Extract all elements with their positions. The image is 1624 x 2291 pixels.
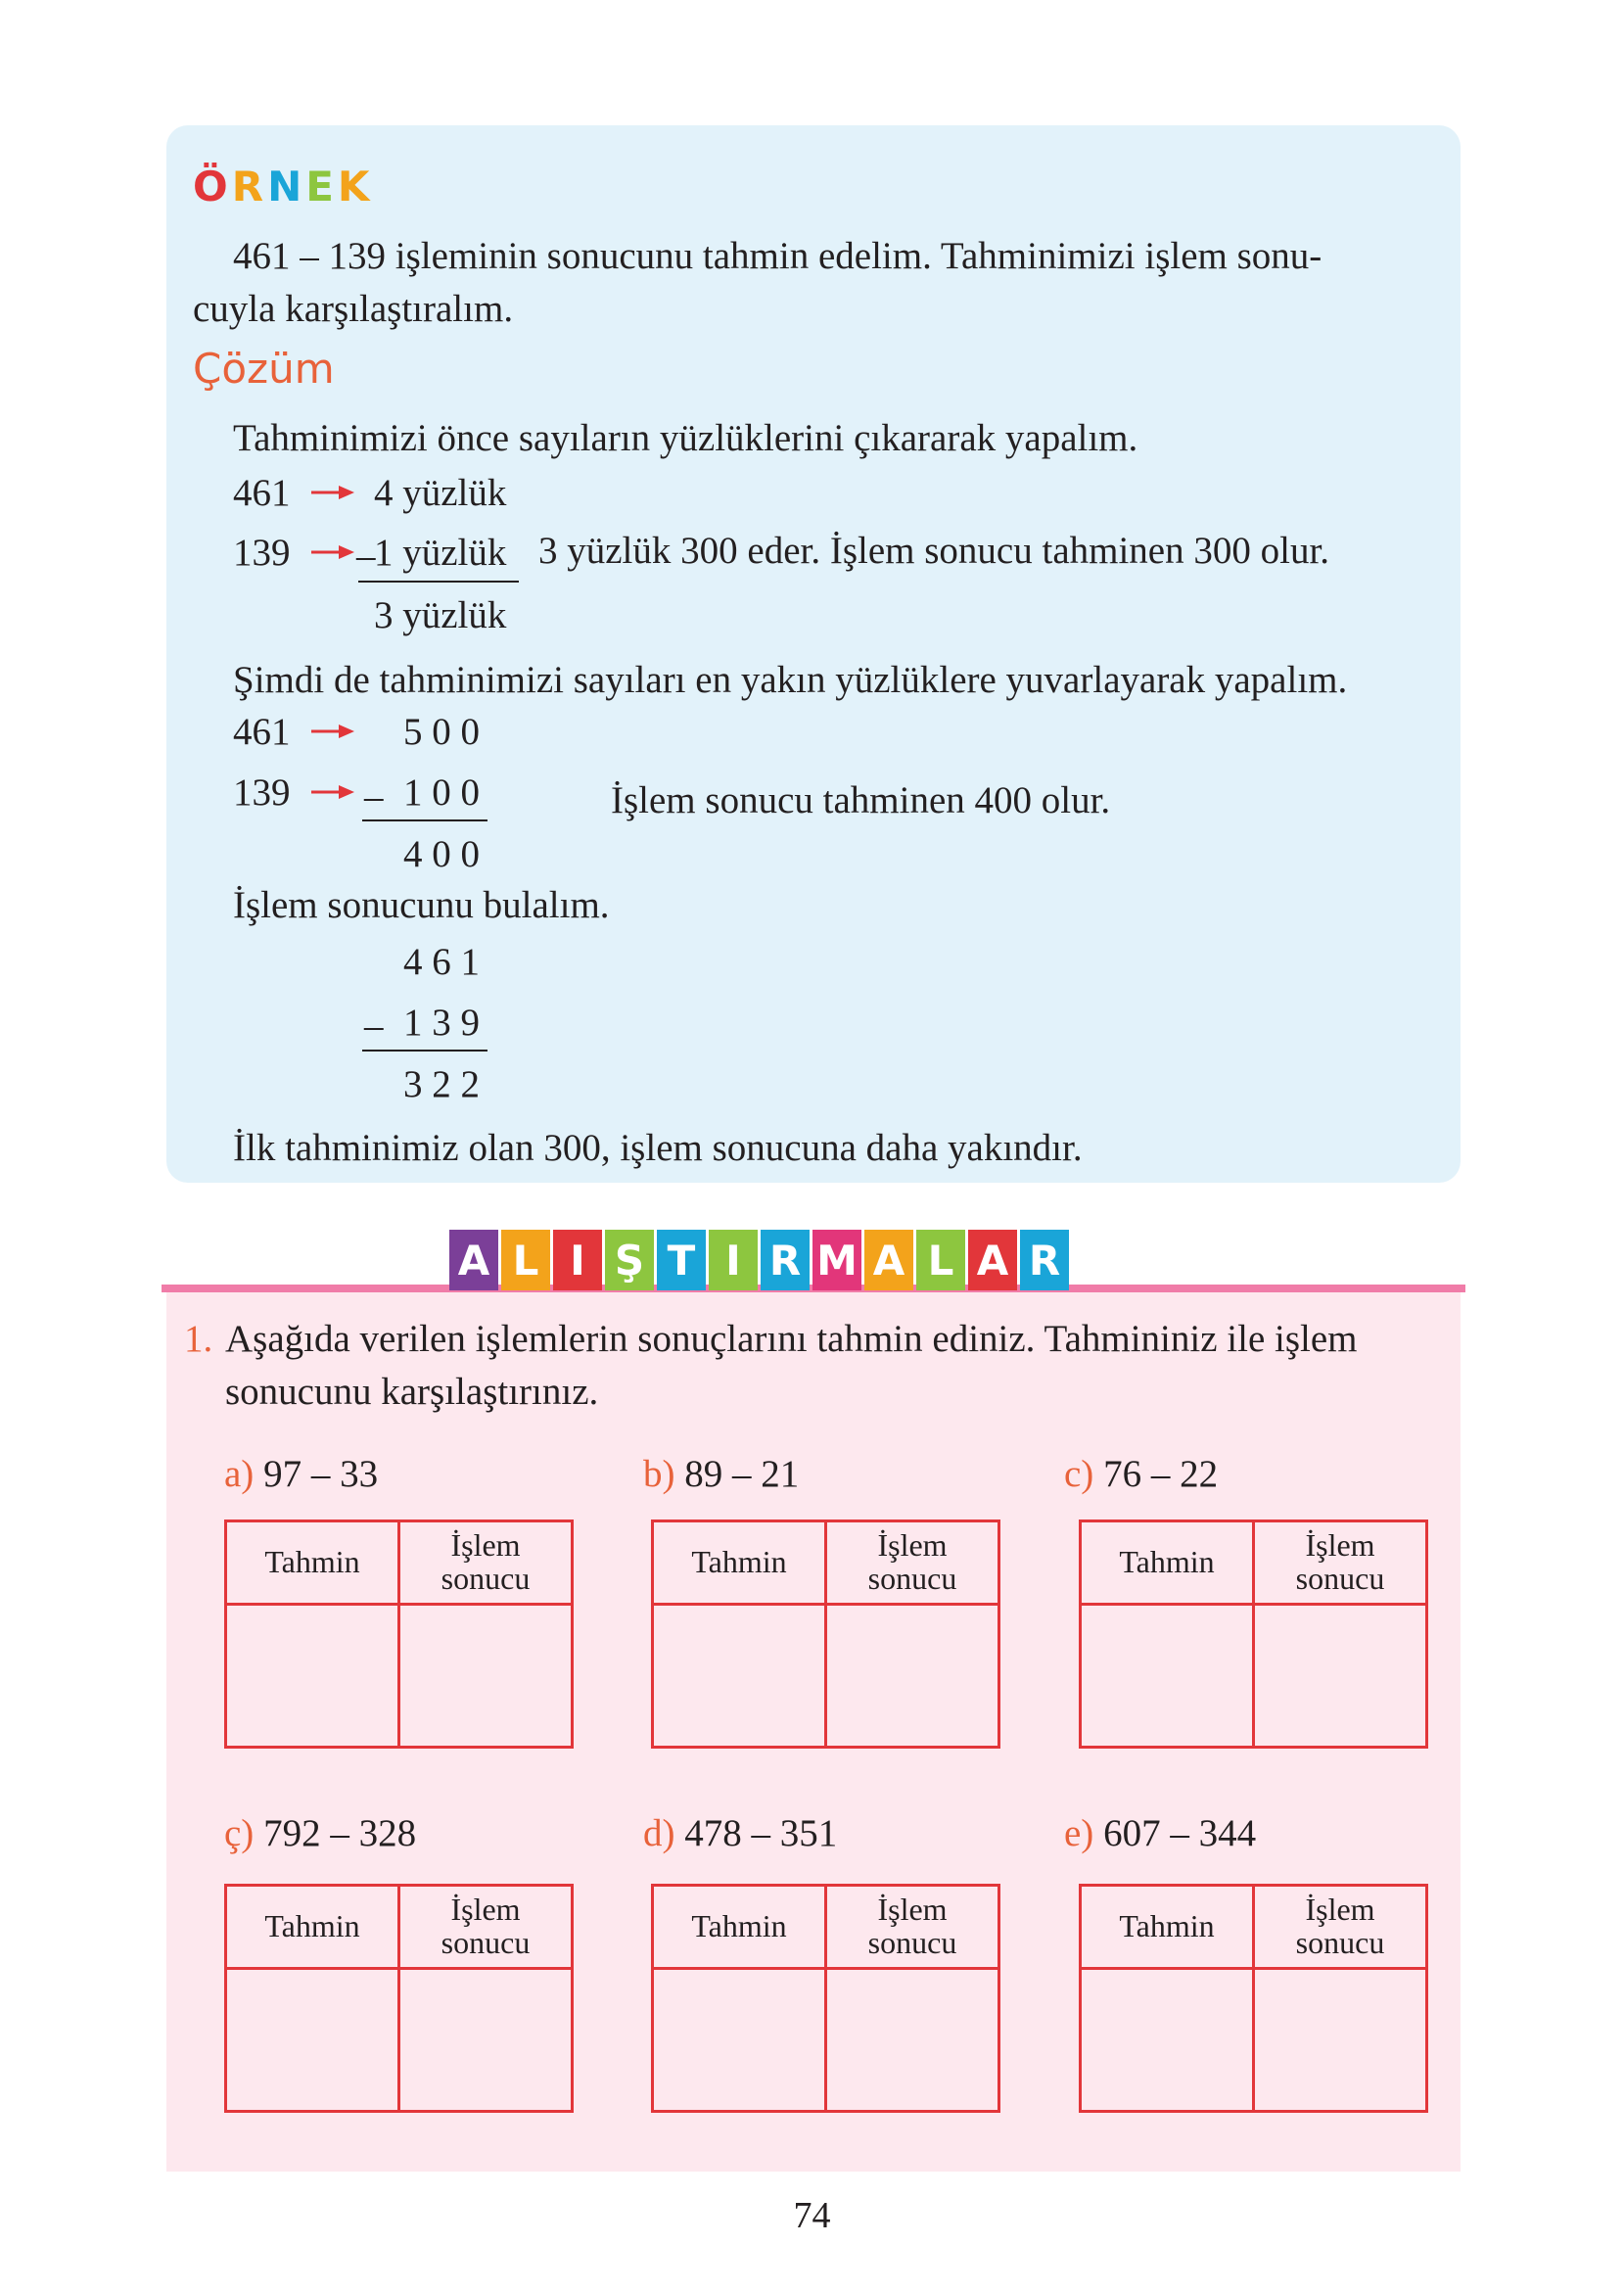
answer-cell-estimate[interactable] xyxy=(226,1605,399,1748)
heading-letter: K xyxy=(337,163,374,210)
step2-intro: Şimdi de tahminimizi sayıları en yakın yüzlüklere yuvarlayarak yapalım. xyxy=(233,659,1348,701)
answer-table-c-cedilla xyxy=(224,1884,574,2113)
solution-title: Çözüm xyxy=(193,345,335,393)
header-tahmin: Tahmin xyxy=(1081,1521,1254,1605)
banner-letter: R xyxy=(761,1230,810,1290)
example-box xyxy=(166,125,1461,1183)
page-number: 74 xyxy=(793,2195,831,2236)
minus-sign: – xyxy=(364,1005,384,1047)
step1-intro: Tahminimizi önce sayıların yüzlüklerini çıkararak yapalım. xyxy=(233,417,1138,459)
problem-line-1: 461 – 139 işleminin sonucunu tahmin edelim. Tahminimizi işlem sonu- xyxy=(233,235,1322,277)
step2-value-a: 5 0 0 xyxy=(403,711,480,753)
heading-letter: R xyxy=(231,163,268,210)
banner-letter: M xyxy=(812,1230,861,1290)
sum-line xyxy=(362,819,487,821)
step2-note: İşlem sonucu tahminen 400 olur. xyxy=(611,779,1111,821)
answer-cell-result[interactable] xyxy=(826,1605,999,1748)
answer-table-d xyxy=(651,1884,1000,2113)
heading-letter: E xyxy=(305,163,338,210)
header-islem-sonucu: İşlem sonucu xyxy=(826,1521,999,1605)
practice-banner xyxy=(449,1230,1069,1292)
sum-line xyxy=(358,581,519,583)
header-tahmin: Tahmin xyxy=(653,1521,826,1605)
sum-line xyxy=(362,1050,487,1052)
banner-letter: A xyxy=(864,1230,913,1290)
answer-table-b xyxy=(651,1520,1000,1749)
step2-result: 4 0 0 xyxy=(403,833,480,875)
step3-top: 4 6 1 xyxy=(403,941,480,983)
heading-letter: N xyxy=(267,163,306,210)
minus-sign: – xyxy=(364,775,384,818)
arrow-right-icon xyxy=(311,785,354,799)
exercise-label-e: e) 607 – 344 xyxy=(1064,1812,1257,1854)
question-line-1: Aşağıda verilen işlemlerin sonuçlarını tahmin ediniz. Tahmininiz ile işlem xyxy=(225,1318,1358,1360)
step1-value-b: 1 yüzlük xyxy=(374,532,507,574)
answer-cell-estimate[interactable] xyxy=(1081,1969,1254,2112)
answer-table-a xyxy=(224,1520,574,1749)
answer-cell-result[interactable] xyxy=(399,1969,573,2112)
answer-cell-result[interactable] xyxy=(399,1605,573,1748)
problem-line-2: cuyla karşılaştıralım. xyxy=(193,288,514,330)
header-islem-sonucu: İşlem sonucu xyxy=(1254,1886,1427,1969)
exercise-label-a: a) 97 – 33 xyxy=(224,1453,379,1495)
exercise-label-c-cedilla: ç) 792 – 328 xyxy=(224,1812,417,1854)
header-islem-sonucu: İşlem sonucu xyxy=(1254,1521,1427,1605)
banner-letter: T xyxy=(657,1230,706,1290)
exercise-label-b: b) 89 – 21 xyxy=(643,1453,800,1495)
step3-result: 3 2 2 xyxy=(403,1063,480,1105)
example-heading xyxy=(193,163,374,210)
step2-value-b: 1 0 0 xyxy=(403,771,480,814)
header-tahmin: Tahmin xyxy=(1081,1886,1254,1969)
step2-number-a: 461 xyxy=(233,711,291,753)
header-tahmin: Tahmin xyxy=(653,1886,826,1969)
header-tahmin: Tahmin xyxy=(226,1521,399,1605)
answer-cell-estimate[interactable] xyxy=(653,1605,826,1748)
step1-number-b: 139 xyxy=(233,532,291,574)
banner-letter: L xyxy=(916,1230,965,1290)
step3-bottom: 1 3 9 xyxy=(403,1002,480,1044)
banner-letter: I xyxy=(709,1230,758,1290)
answer-table-e xyxy=(1079,1884,1428,2113)
heading-letter: Ö xyxy=(193,163,232,210)
answer-cell-estimate[interactable] xyxy=(226,1969,399,2112)
answer-cell-result[interactable] xyxy=(826,1969,999,2112)
step1-number-a: 461 xyxy=(233,472,291,514)
answer-cell-estimate[interactable] xyxy=(1081,1605,1254,1748)
banner-letter: A xyxy=(449,1230,498,1290)
step1-result: 3 yüzlük xyxy=(374,594,507,636)
answer-cell-estimate[interactable] xyxy=(653,1969,826,2112)
question-line-2: sonucunu karşılaştırınız. xyxy=(225,1371,599,1413)
banner-letter: Ş xyxy=(605,1230,654,1290)
answer-table-c xyxy=(1079,1520,1428,1749)
step1-value-a: 4 yüzlük xyxy=(374,472,507,514)
minus-sign: – xyxy=(356,535,376,577)
step1-note: 3 yüzlük 300 eder. İşlem sonucu tahminen 300 olur. xyxy=(538,530,1330,572)
banner-letter: A xyxy=(968,1230,1017,1290)
arrow-right-icon xyxy=(311,545,354,559)
question-number: 1. xyxy=(184,1318,213,1360)
arrow-right-icon xyxy=(311,725,354,738)
step3-intro: İşlem sonucunu bulalım. xyxy=(233,884,610,926)
answer-cell-result[interactable] xyxy=(1254,1605,1427,1748)
step2-number-b: 139 xyxy=(233,771,291,814)
header-islem-sonucu: İşlem sonucu xyxy=(399,1521,573,1605)
banner-letter: I xyxy=(553,1230,602,1290)
conclusion: İlk tahminimiz olan 300, işlem sonucuna daha yakındır. xyxy=(233,1127,1083,1169)
header-islem-sonucu: İşlem sonucu xyxy=(826,1886,999,1969)
header-islem-sonucu: İşlem sonucu xyxy=(399,1886,573,1969)
banner-letter: R xyxy=(1020,1230,1069,1290)
banner-letter: L xyxy=(501,1230,550,1290)
header-tahmin: Tahmin xyxy=(226,1886,399,1969)
exercise-label-c: c) 76 – 22 xyxy=(1064,1453,1219,1495)
exercise-label-d: d) 478 – 351 xyxy=(643,1812,838,1854)
answer-cell-result[interactable] xyxy=(1254,1969,1427,2112)
arrow-right-icon xyxy=(311,486,354,499)
